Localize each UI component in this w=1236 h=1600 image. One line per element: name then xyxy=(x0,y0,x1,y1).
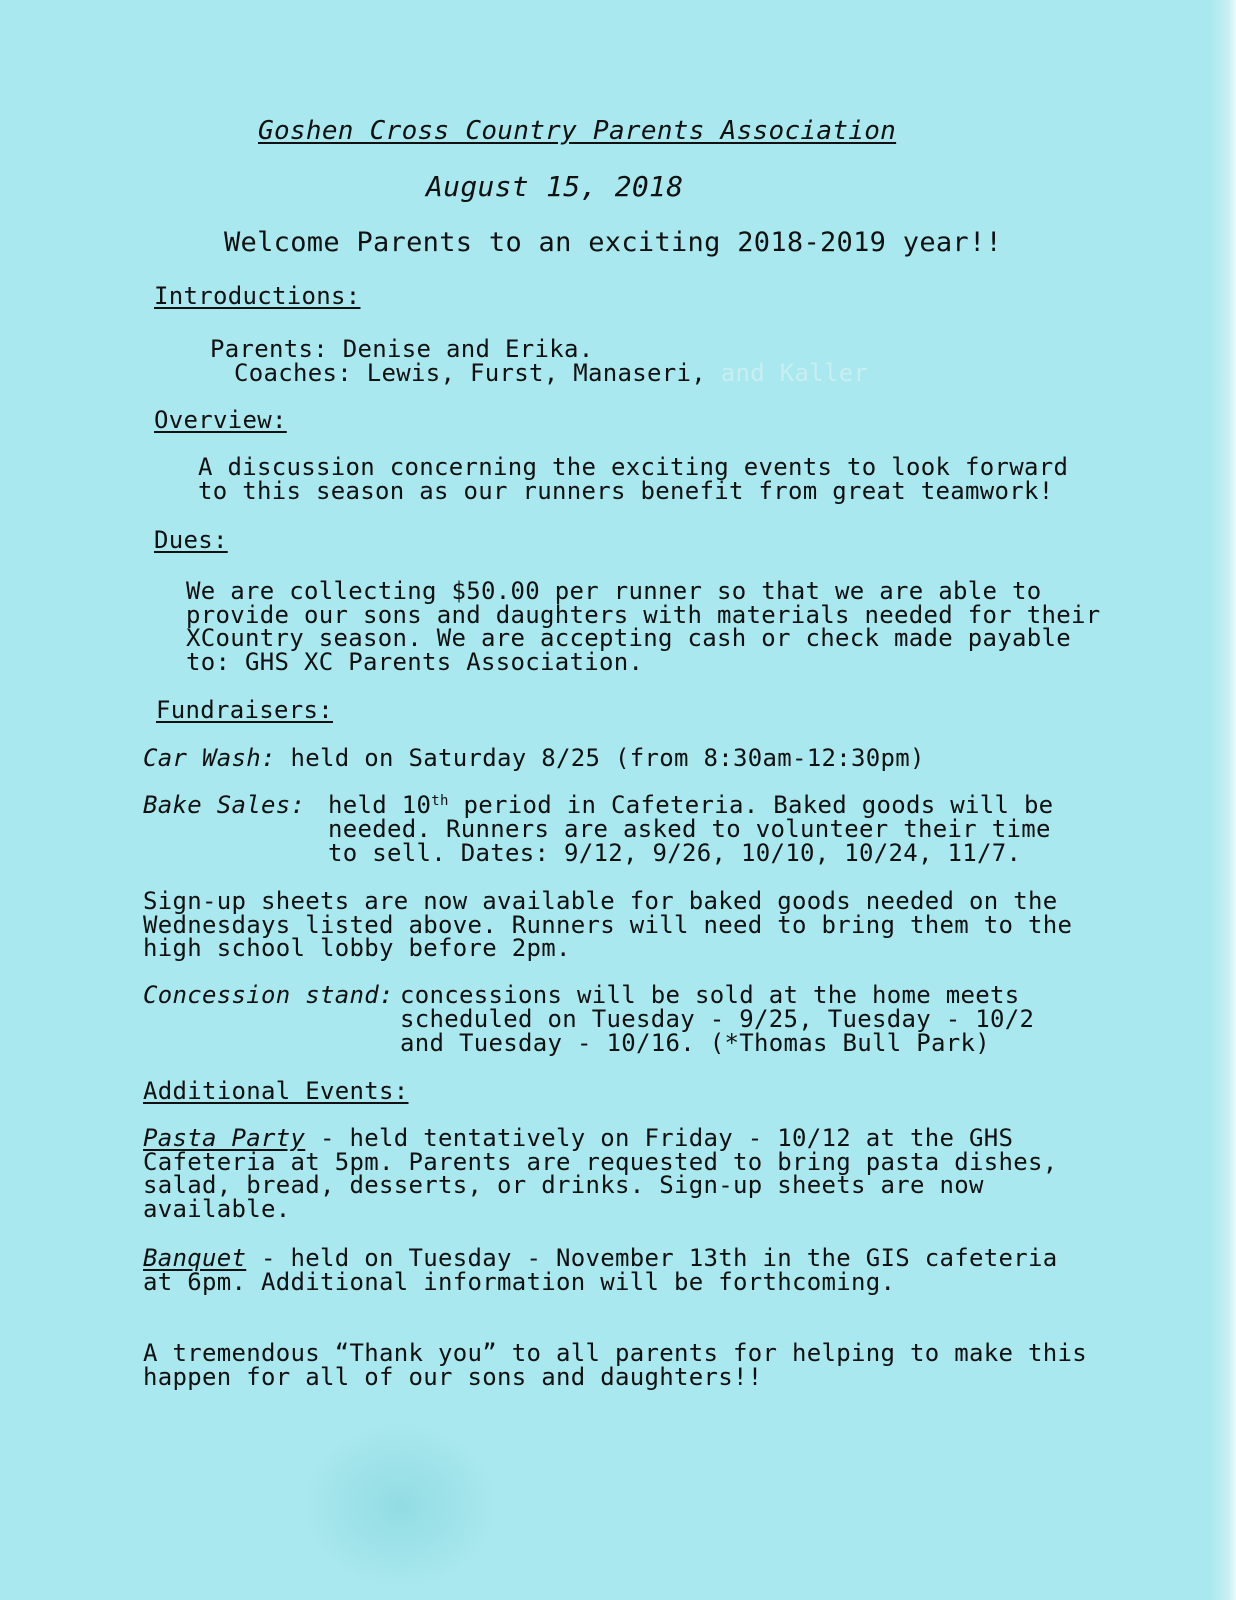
dues-line: provide our sons and daughters with materials needed for their xyxy=(186,601,1101,629)
bake-sales-label: Bake Sales: xyxy=(143,791,306,819)
banquet-text: - held on Tuesday - November 13th in the GIS cafeteria xyxy=(246,1244,1058,1272)
car-wash-label: Car Wash: xyxy=(143,744,276,772)
intro-coaches-text: Coaches: Lewis, Furst, Manaseri, xyxy=(234,359,706,387)
banquet-line: at 6pm. Additional information will be forthcoming. xyxy=(143,1268,896,1296)
signup-line: Wednesdays listed above. Runners will need to bring them to the xyxy=(143,911,1073,939)
pasta-party-text: - held tentatively on Friday - 10/12 at the GHS xyxy=(305,1124,1014,1152)
concession-line: and Tuesday - 10/16. (*Thomas Bull Park) xyxy=(400,1029,990,1057)
concession-line: scheduled on Tuesday - 9/25, Tuesday - 10/2 xyxy=(400,1005,1035,1033)
paper-smudge xyxy=(300,1420,500,1590)
banquet-label: Banquet xyxy=(143,1244,247,1272)
banquet-line xyxy=(143,1246,1057,1270)
intro-coaches xyxy=(234,361,868,385)
bake-sales-line xyxy=(328,793,1053,817)
dues-line: We are collecting $50.00 per runner so that we are able to xyxy=(186,577,1042,605)
document-date: August 15, 2018 xyxy=(426,170,684,203)
intro-parents: Parents: Denise and Erika. xyxy=(210,335,594,363)
bake-sales-text: held 10 xyxy=(328,791,432,819)
introductions-heading: Introductions: xyxy=(154,282,361,310)
bake-sales-text: period in Cafeteria. Baked goods will be xyxy=(448,791,1054,819)
overview-heading: Overview: xyxy=(154,406,287,434)
ordinal-suffix: th xyxy=(431,793,449,809)
document-title: Goshen Cross Country Parents Association xyxy=(258,116,897,146)
additional-events-heading: Additional Events: xyxy=(143,1077,409,1105)
signup-line: high school lobby before 2pm. xyxy=(143,934,571,962)
dues-line: to: GHS XC Parents Association. xyxy=(186,648,644,676)
overview-line: to this season as our runners benefit from great teamwork! xyxy=(198,477,1054,505)
scan-edge xyxy=(1210,0,1236,1600)
welcome-line: Welcome Parents to an exciting 2018-2019 year!! xyxy=(224,227,1003,258)
pasta-party-line: available. xyxy=(143,1195,291,1223)
car-wash-text: held on Saturday 8/25 (from 8:30am-12:30pm) xyxy=(290,744,925,772)
dues-heading: Dues: xyxy=(154,526,228,554)
thank-you-line: happen for all of our sons and daughters!! xyxy=(143,1363,763,1391)
car-wash xyxy=(143,746,925,770)
overview-line: A discussion concerning the exciting events to look forward xyxy=(198,453,1069,481)
pasta-party-line: Cafeteria at 5pm. Parents are requested to bring pasta dishes, xyxy=(143,1148,1058,1176)
pasta-party-line xyxy=(143,1126,1013,1150)
pasta-party-line: salad, bread, desserts, or drinks. Sign-up sheets are now xyxy=(143,1171,984,1199)
signup-line: Sign-up sheets are now available for baked goods needed on the xyxy=(143,887,1058,915)
bake-sales-line: to sell. Dates: 9/12, 9/26, 10/10, 10/24, 11/7. xyxy=(328,839,1022,867)
pasta-party-label: Pasta Party xyxy=(143,1124,306,1152)
concession-line: concessions will be sold at the home meets xyxy=(400,981,1020,1009)
intro-coaches-faded: and Kaller xyxy=(720,359,869,387)
concession-label: Concession stand: xyxy=(143,981,394,1009)
bake-sales-line: needed. Runners are asked to volunteer their time xyxy=(328,815,1051,843)
fundraisers-heading: Fundraisers: xyxy=(156,696,333,724)
thank-you-line: A tremendous “Thank you” to all parents for helping to make this xyxy=(143,1339,1087,1367)
dues-line: XCountry season. We are accepting cash or check made payable xyxy=(186,624,1071,652)
